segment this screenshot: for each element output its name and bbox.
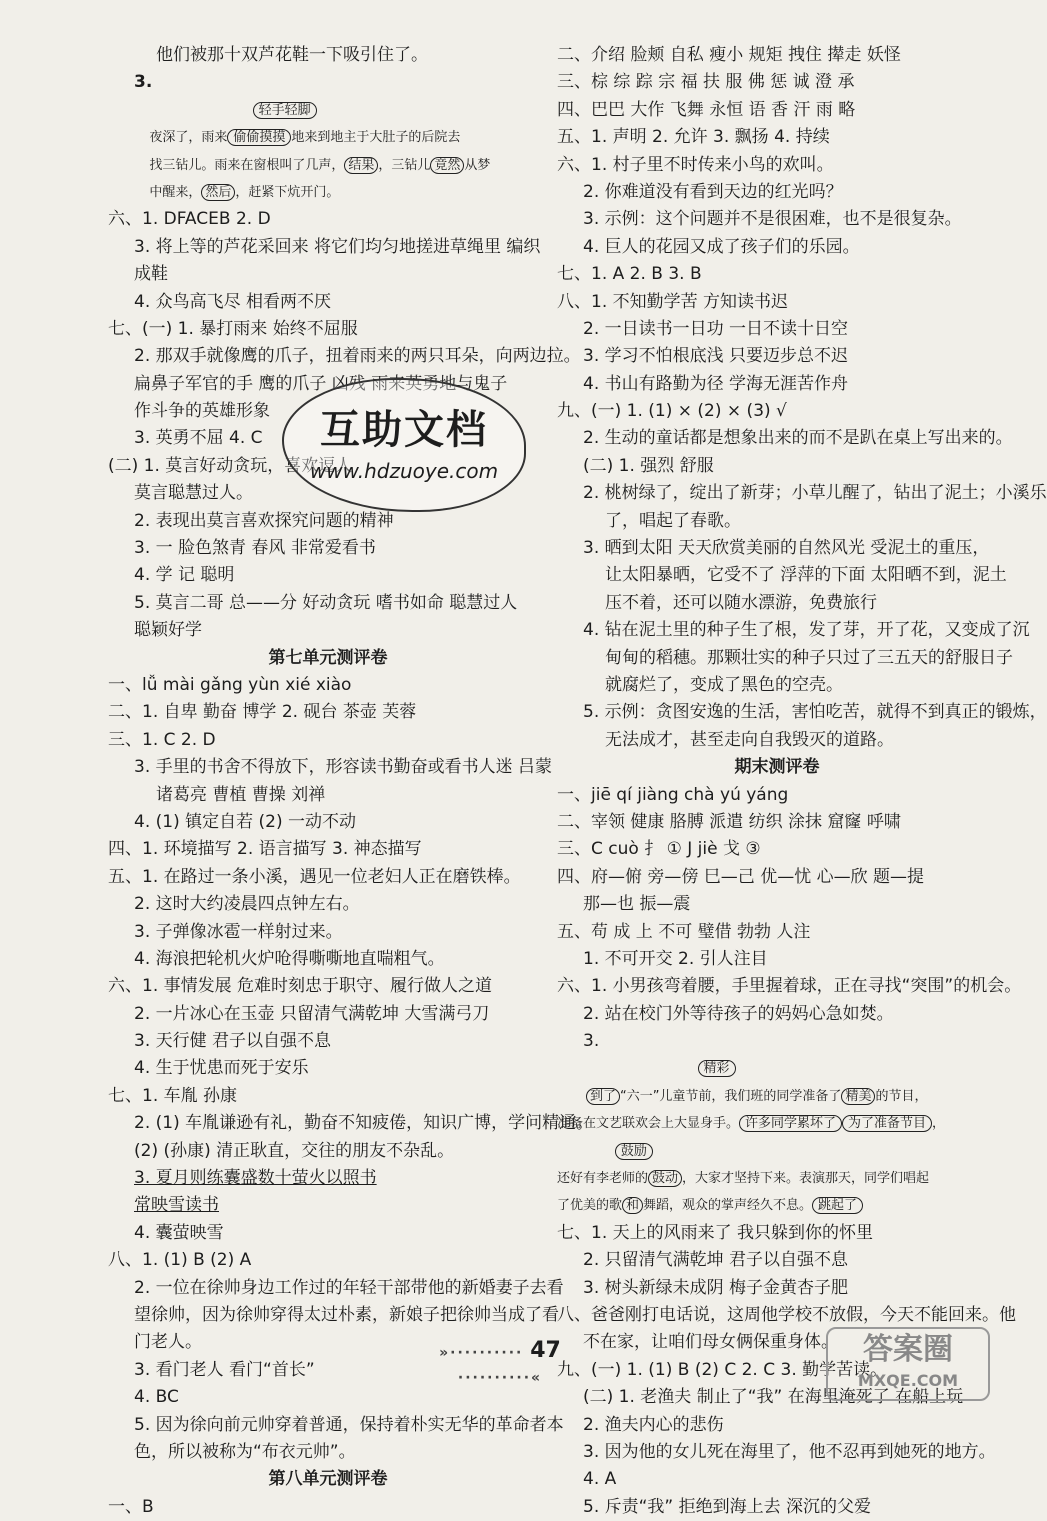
left-answer-line: 扁鼻子军官的手 鹰的爪子 凶残 雨来英勇地与鬼子	[134, 373, 508, 394]
left-answer-line: 2. 一位在徐帅身边工作过的年轻干部带他的新婚妻子去看	[134, 1277, 564, 1298]
right-answer-line: 2. 只留清气满乾坤 君子以自强不息	[583, 1250, 849, 1271]
logo-title: 答案圈	[863, 1332, 953, 1367]
right-answer-line: 无法成才，甚至走向自我毁灭的道路。	[605, 729, 894, 750]
right-answer-line: 3.	[583, 1031, 600, 1052]
left-answer-line: 二、1. 自卑 勤奋 博学 2. 砚台 茶壶 芙蓉	[108, 702, 417, 723]
left-answer-line: 2. 这时大约凌晨四点钟左右。	[134, 894, 360, 915]
left-answer-line: 4. BC	[134, 1387, 179, 1408]
logo-url: MXQE.COM	[857, 1371, 959, 1390]
right-answer-line: 2. 一日读书一日功 一日不读十日空	[583, 318, 849, 339]
left-answer-line: 3. 一 脸色煞青 春风 非常爱看书	[134, 538, 376, 559]
right-answer-line: 就腐烂了，变成了黑色的空壳。	[605, 674, 843, 695]
site-logo	[826, 1327, 990, 1401]
left-answer-line: 5. 因为徐向前元帅穿着普通，保持着朴实无华的革命者本	[134, 1414, 564, 1435]
right-answer-line: 不在家，让咱们母女俩保重身体。	[583, 1332, 838, 1353]
right-column	[557, 42, 1047, 1521]
left-answer-line: 莫言聪慧过人。	[134, 483, 253, 504]
right-answer-line: 精彩	[557, 1055, 997, 1082]
right-answer-line: 2. 桃树绿了，绽出了新芽；小草儿醒了，钻出了泥土；小溪乐	[583, 483, 1047, 504]
right-answer-line: 3. 树头新绿未成阴 梅子金黄杏子肥	[583, 1277, 849, 1298]
left-answer-line: 4. 海浪把轮机火炉呛得嘶嘶地直喘粗气。	[134, 948, 445, 969]
watermark-title: 互助文档	[320, 407, 488, 453]
left-answer-line: 四、1. 环境描写 2. 语言描写 3. 神态描写	[108, 839, 422, 860]
right-answer-line: 一、jiē qí jiàng chà yú yáng	[557, 784, 789, 805]
right-answer-line: 到了 “六一”儿童节前，我们班的同学准备了 精美 的节目，	[557, 1083, 997, 1110]
right-answer-line: 五、苟 成 上 不可 璧借 勃勃 人注	[557, 921, 811, 942]
left-answer-line: 一、lǚ mài gǎng yùn xié xiào	[108, 674, 352, 695]
left-answer-line: 诸葛亮 曹植 曹操 刘禅	[156, 784, 326, 805]
left-answer-line: 4. (1) 镇定自若 (2) 一动不动	[134, 811, 356, 832]
right-answer-line: 4. 书山有路勤为径 学海无涯苦作舟	[583, 373, 849, 394]
right-answer-line: 二、宰领 健康 胳膊 派遣 纺织 涂抹 窟窿 呼啸	[557, 811, 901, 832]
left-answer-line: 3. 子弹像冰雹一样射过来。	[134, 921, 343, 942]
left-answer-line: 中醒来， 然后 ，赶紧下炕开门。	[108, 184, 340, 200]
right-answer-line: 1. 不可开交 2. 引人注目	[583, 948, 768, 969]
left-answer-line: 常映雪读书	[134, 1195, 219, 1216]
left-answer-line: 作斗争的英雄形象	[134, 401, 270, 422]
left-answer-line: 2. 那双手就像鹰的爪子，扭着雨来的两只耳朵，向两边拉。	[134, 346, 581, 367]
right-answer-line: 三、C cuò 扌 ① J jiè 戈 ③	[557, 839, 761, 860]
left-answer-line: 4. 囊萤映雪	[134, 1222, 224, 1243]
left-answer-line: 3. 看门老人 看门“首长”	[134, 1359, 315, 1380]
right-answer-line: 2. 生动的童话都是想象出来的而不是趴在桌上写出来的。	[583, 428, 1013, 449]
right-answer-line: 5. 示例：贪图安逸的生活，害怕吃苦，就得不到真正的锻炼，	[583, 702, 1047, 723]
left-answer-line: 4. 众鸟高飞尽 相看两不厌	[134, 291, 332, 312]
right-answer-line: 3. 因为他的女儿死在海里了，他不忍再到她死的地方。	[583, 1441, 996, 1462]
left-answer-line: 五、1. 在路过一条小溪，遇见一位老妇人正在磨铁棒。	[108, 866, 521, 887]
left-answer-line: 色，所以被称为“布衣元帅”。	[134, 1441, 356, 1462]
right-answer-line: 还好有李老师的 鼓动 ，大家才坚持下来。表演那天，同学们唱起	[557, 1171, 930, 1187]
right-answer-line: 5. 斥责“我” 拒绝到海上去 深沉的父爱	[583, 1496, 872, 1517]
left-answer-line: 第七单元测评卷	[268, 647, 388, 668]
left-answer-line: 4. 学 记 聪明	[134, 565, 235, 586]
right-answer-line: 让太阳暴晒，它受不了 浮萍的下面 太阳晒不到，泥土	[605, 565, 1007, 586]
left-answer-line: 3. 英勇不屈 4. C	[134, 428, 263, 449]
left-answer-line: 七、1. 车胤 孙康	[108, 1085, 238, 1106]
right-answer-line: (二) 1. 强烈 舒服	[583, 455, 714, 476]
right-answer-line: 3. 晒到太阳 天天欣赏美丽的自然风光 受泥土的重压，	[583, 538, 990, 559]
right-answer-line: 二、介绍 脸颊 自私 瘦小 规矩 拽住 撵走 妖怪	[557, 45, 901, 65]
right-answer-line: 了优美的歌 和 舞蹈，观众的掌声经久不息。 跳起了	[557, 1192, 997, 1219]
left-answer-line: 找三钻儿。雨来在窗根叫了几声， 结果 ，三钻儿 竟然 从梦	[108, 157, 491, 173]
right-answer-line: 2. 站在校门外等待孩子的妈妈心急如焚。	[583, 1003, 894, 1024]
right-answer-line: 鼓励	[557, 1138, 997, 1165]
left-answer-line: 3. 夏月则练囊盛数十萤火以照书	[134, 1168, 377, 1189]
left-answer-line: (二) 1. 莫言好动贪玩，喜欢逗人	[108, 455, 353, 476]
left-answer-line: 2. 一片冰心在玉壶 只留清气满乾坤 大雪满弓刀	[134, 1003, 490, 1024]
right-answer-line: 甸甸的稻穗。那颗壮实的种子只过了三五天的舒服日子	[605, 647, 1013, 668]
left-answer-line: 六、1. DFACEB 2. D	[108, 209, 271, 230]
right-answer-line: 期末测评卷	[734, 757, 820, 778]
left-answer-line: 成鞋	[134, 264, 168, 285]
page-number: »·········· 47 ··········«	[439, 1338, 561, 1386]
right-answer-line: 七、1. 天上的风雨来了 我只躲到你的怀里	[557, 1222, 874, 1243]
right-answer-line: 八、1. 不知勤学苦 方知读书迟	[557, 291, 789, 312]
right-answer-line: 四、府—俯 旁—傍 巳—己 优—忧 心—欣 题—提	[557, 866, 925, 887]
right-answer-line: 准备在文艺联欢会上大显身手。 许多同学累坏了 为了准备节目 ，	[557, 1116, 946, 1132]
right-answer-line: 四、巴巴 大作 飞舞 永恒 语 香 汗 雨 略	[557, 99, 856, 120]
left-answer-line: 3.	[134, 72, 153, 93]
left-answer-line: 夜深了，雨来 偷偷摸摸 地来到地主于大肚子的后院去	[108, 130, 461, 146]
right-answer-line: 九、(一) 1. (1) × (2) × (3) √	[557, 401, 787, 422]
left-answer-line: 望徐帅，因为徐帅穿得太过朴素，新娘子把徐帅当成了看	[134, 1304, 559, 1325]
right-answer-line: 九、(一) 1. (1) B (2) C 2. C 3. 勤学苦读。	[557, 1359, 888, 1380]
left-answer-line: 聪颖好学	[134, 620, 202, 641]
left-answer-line: 七、(一) 1. 暴打雨来 始终不屈服	[108, 318, 358, 339]
right-answer-line: 4. 巨人的花园又成了孩子们的乐园。	[583, 236, 860, 257]
left-answer-line: 他们被那十双芦花鞋一下吸引住了。	[156, 45, 428, 65]
left-answer-line: (2) (孙康) 清正耿直，交往的朋友不杂乱。	[134, 1140, 455, 1161]
left-answer-line: 第八单元测评卷	[268, 1469, 388, 1490]
watermark-url: www.hdzuoye.com	[309, 459, 499, 483]
right-answer-line: 4. A	[583, 1469, 617, 1490]
right-answer-line: 压不着，还可以随水漂游，免费旅行	[605, 592, 877, 613]
page-number-value: 47	[530, 1338, 561, 1363]
left-answer-line: 轻手轻脚	[108, 97, 548, 124]
left-answer-line: 八、1. (1) B (2) A	[108, 1250, 252, 1271]
left-answer-line: 4. 生于忧患而死于安乐	[134, 1058, 309, 1079]
left-answer-line: 一、B	[108, 1496, 154, 1517]
left-answer-line: 3. 天行健 君子以自强不息	[134, 1031, 332, 1052]
right-answer-line: 4. 钻在泥土里的种子生了根，发了芽，开了花，又变成了沉	[583, 620, 1030, 641]
right-answer-line: 那—也 振—震	[583, 894, 691, 915]
right-answer-line: 七、1. A 2. B 3. B	[557, 264, 702, 285]
right-answer-line: 五、1. 声明 2. 允许 3. 飘扬 4. 持续	[557, 127, 830, 148]
right-answer-line: 八、爸爸刚打电话说，这周他学校不放假，今天不能回来。他	[557, 1304, 1016, 1325]
left-answer-line: 三、1. C 2. D	[108, 729, 216, 750]
left-answer-line: 3. 将上等的芦花采回来 将它们均匀地搓进草绳里 编织	[134, 236, 541, 257]
left-answer-line: 5. 莫言二哥 总——分 好动贪玩 嗜书如命 聪慧过人	[134, 592, 518, 613]
left-answer-line: 六、1. 事情发展 危难时刻忠于职守、履行做人之道	[108, 976, 493, 997]
right-answer-line: (二) 1. 老渔夫 制止了“我” 在海里淹死了 在船上玩	[583, 1387, 964, 1408]
right-answer-line: 3. 示例：这个问题并不是很困难，也不是很复杂。	[583, 209, 962, 230]
left-answer-line: 3. 手里的书舍不得放下，形容读书勤奋或看书人迷 吕蒙	[134, 757, 553, 778]
right-answer-line: 3. 学习不怕根底浅 只要迈步总不迟	[583, 346, 849, 367]
right-answer-line: 了，唱起了春歌。	[605, 510, 741, 531]
right-answer-line: 2. 渔夫内心的悲伤	[583, 1414, 724, 1435]
right-answer-line: 六、1. 小男孩弯着腰，手里握着球，正在寻找“突围”的机会。	[557, 976, 1022, 997]
left-answer-line: 2. (1) 车胤谦逊有礼，勤奋不知疲倦，知识广博，学问精通。	[134, 1113, 594, 1134]
right-answer-line: 2. 你难道没有看到天边的红光吗？	[583, 181, 843, 202]
left-answer-line: 2. 表现出莫言喜欢探究问题的精神	[134, 510, 394, 531]
left-column	[108, 42, 594, 1521]
left-answer-line: 门老人。	[134, 1332, 202, 1353]
right-answer-line: 三、棕 综 踪 宗 福 扶 服 佛 惩 诚 澄 承	[557, 72, 855, 93]
right-answer-line: 六、1. 村子里不时传来小鸟的欢叫。	[557, 154, 834, 175]
